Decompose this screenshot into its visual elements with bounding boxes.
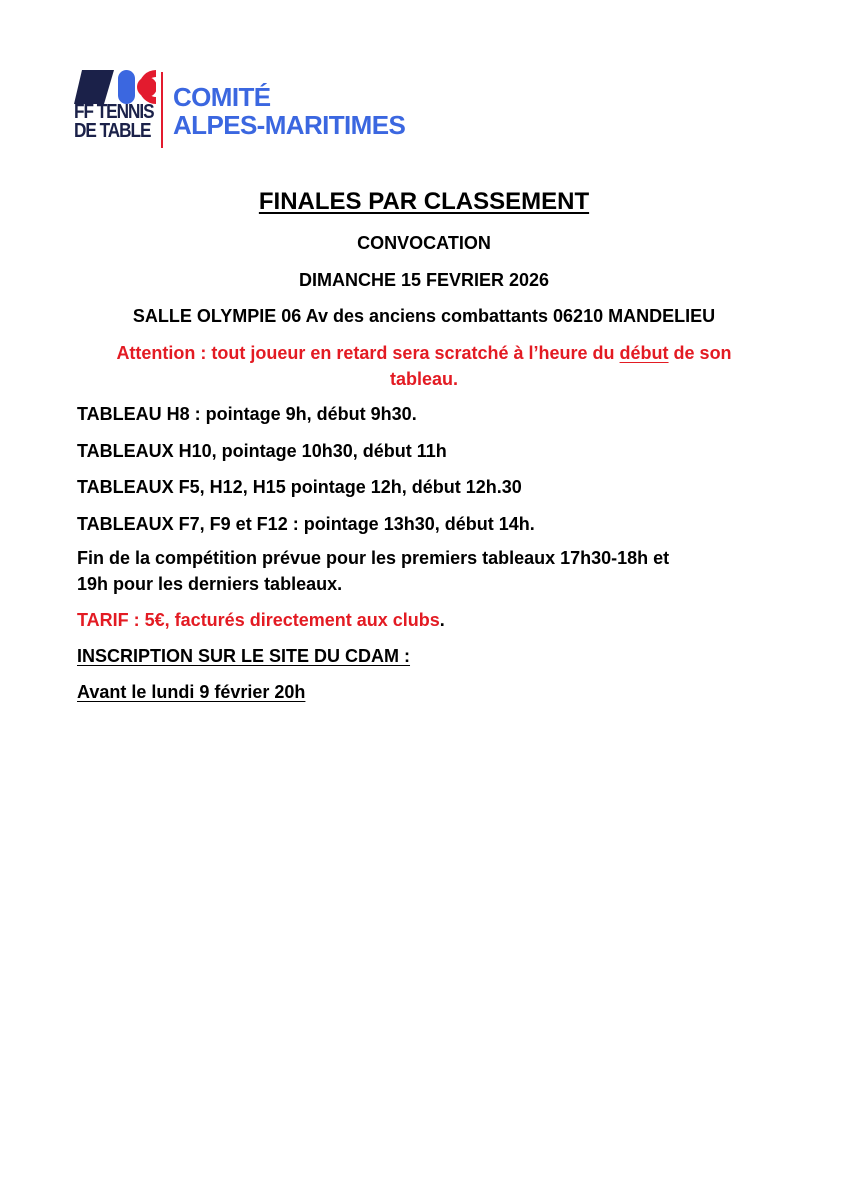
schedule-item: TABLEAU H8 : pointage 9h, début 9h30. — [77, 404, 417, 424]
logo-comite-line2: ALPES-MARITIMES — [173, 110, 406, 140]
ffft-comite-logo — [74, 70, 414, 152]
schedule-item: TABLEAUX F5, H12, H15 pointage 12h, début 12h.30 — [77, 477, 522, 497]
ff-tennis-de-table-wordmark — [74, 103, 154, 141]
late-warning-line1 — [0, 343, 848, 364]
tarif-text: TARIF : 5€, facturés directement aux clubs — [77, 610, 440, 630]
end-note-line1: Fin de la compétition prévue pour les premiers tableaux 17h30-18h et — [77, 548, 670, 568]
logo-ff-line2: DE TABLE — [74, 120, 151, 142]
logo-divider — [161, 72, 163, 148]
document-title: FINALES PAR CLASSEMENT — [258, 188, 590, 215]
event-date: DIMANCHE 15 FEVRIER 2026 — [298, 270, 550, 290]
schedule-item: TABLEAUX F7, F9 et F12 : pointage 13h30, début 14h. — [77, 514, 535, 534]
ffft-logo-mark-icon — [74, 70, 156, 104]
late-warning-part1: Attention : tout joueur en retard sera scratché à l’heure du — [116, 343, 620, 363]
inscription-heading: INSCRIPTION SUR LE SITE DU CDAM : — [77, 646, 411, 666]
late-warning-part2: de son — [668, 343, 732, 363]
tarif-line — [77, 610, 445, 631]
logo-ff-line1: FF TENNIS — [74, 101, 154, 123]
tarif-suffix: . — [439, 610, 445, 630]
late-warning-underlined: début — [619, 343, 669, 363]
late-warning-line2: tableau. — [389, 369, 459, 389]
logo-comite-line1: COMITÉ — [173, 82, 271, 112]
convocation-heading: CONVOCATION — [357, 233, 491, 253]
end-note-line2: 19h pour les derniers tableaux. — [77, 574, 343, 594]
schedule-item: TABLEAUX H10, pointage 10h30, début 11h — [77, 441, 447, 461]
event-venue: SALLE OLYMPIE 06 Av des anciens combattants 06210 MANDELIEU — [132, 306, 716, 326]
comite-wordmark — [173, 83, 405, 139]
registration-deadline: Avant le lundi 9 février 20h — [77, 682, 306, 702]
